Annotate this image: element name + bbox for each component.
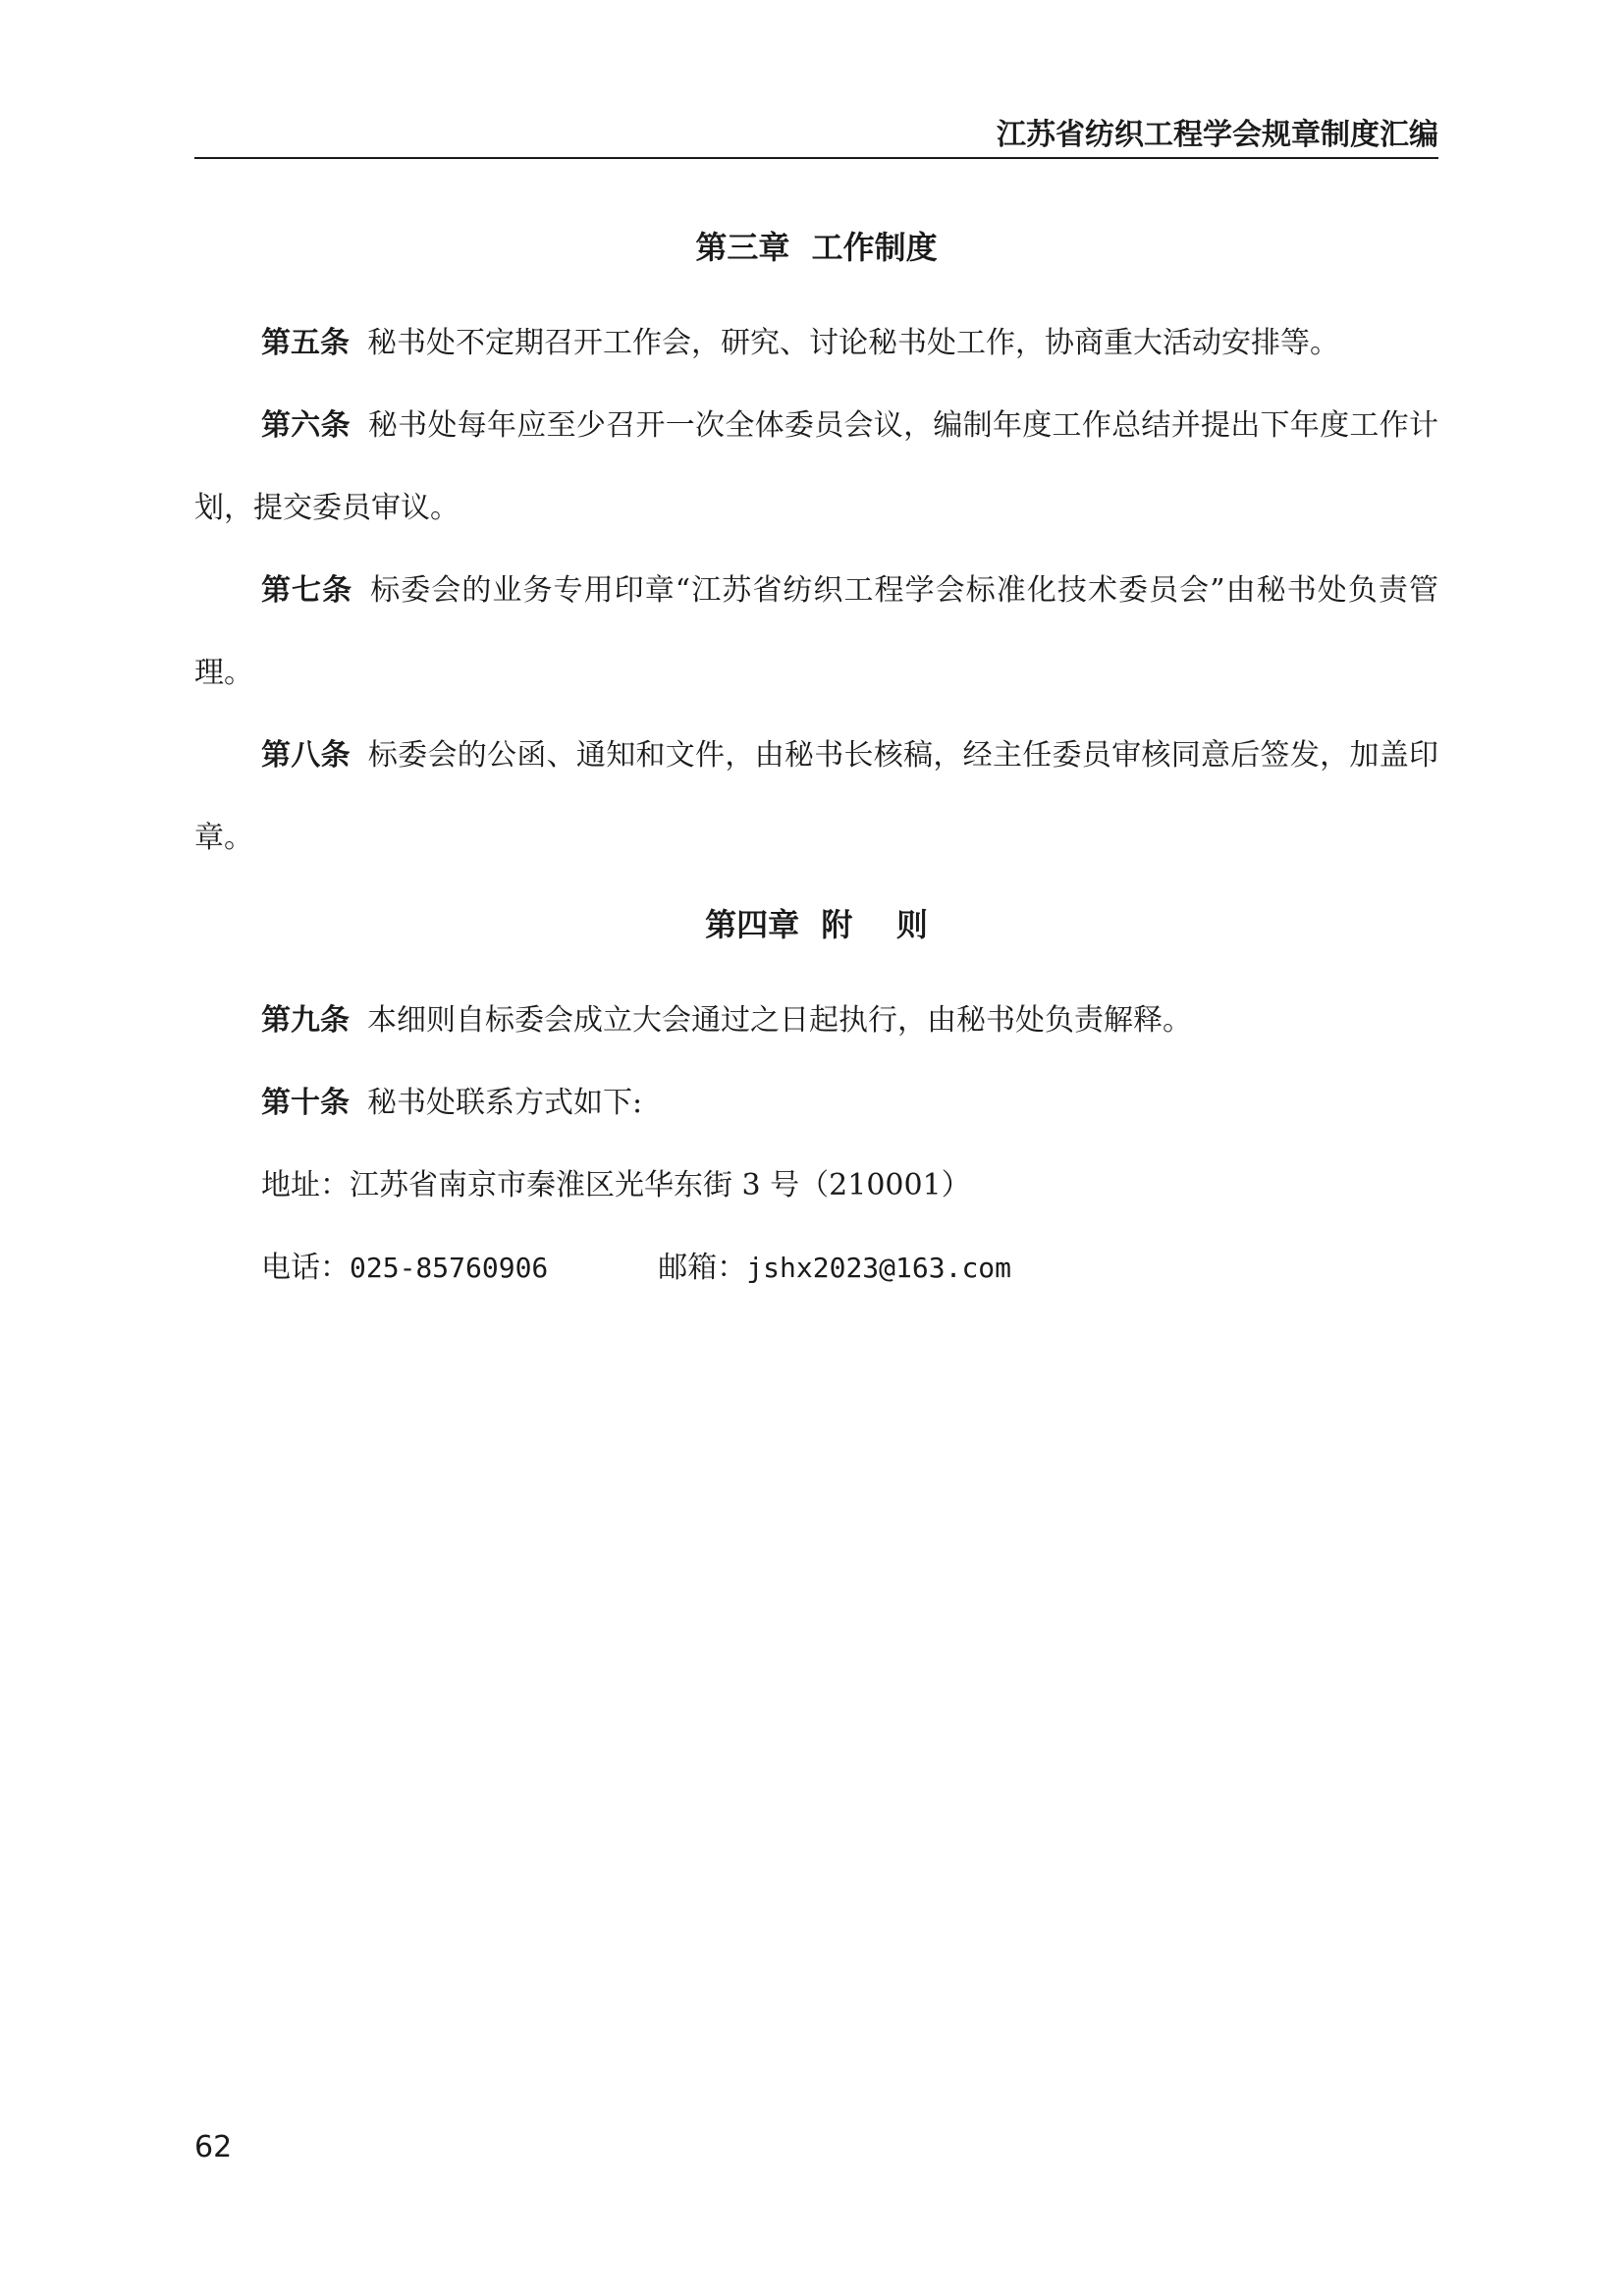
phone-label: 电话： xyxy=(261,1251,350,1285)
article-9 xyxy=(194,980,1438,1062)
email-label: 邮箱： xyxy=(658,1251,747,1285)
page-number: 62 xyxy=(194,2130,233,2164)
article-number: 第七条 xyxy=(261,573,353,608)
article-number: 第九条 xyxy=(261,1003,350,1038)
article-text: 秘书处不定期召开工作会，研究、讨论秘书处工作，协商重大活动安排等。 xyxy=(367,326,1339,360)
article-number: 第十条 xyxy=(261,1086,350,1120)
article-text: 秘书处联系方式如下: xyxy=(367,1086,643,1120)
article-text: 标委会的业务专用印章“江苏省纺织工程学会标准化技术委员会”由秘书处负责管理。 xyxy=(194,573,1438,690)
article-7 xyxy=(194,550,1438,715)
article-10 xyxy=(194,1062,1438,1145)
article-6 xyxy=(194,385,1438,550)
document-body xyxy=(194,216,1438,1309)
email-value: jshx2023@163.com xyxy=(746,1252,1012,1284)
contact-address xyxy=(194,1145,1438,1227)
phone-value: 025-85760906 xyxy=(350,1252,549,1284)
address-label: 地址： xyxy=(261,1168,350,1202)
running-header: 江苏省纺织工程学会规章制度汇编 xyxy=(997,118,1438,152)
article-text: 标委会的公函、通知和文件，由秘书长核稿，经主任委员审核同意后签发，加盖印章。 xyxy=(194,738,1439,855)
address-value: 江苏省南京市秦淮区光华东街 3 号（210001） xyxy=(350,1168,971,1202)
chapter-title: 第四章 附 则 xyxy=(705,906,928,943)
article-number: 第八条 xyxy=(261,738,351,773)
article-number: 第五条 xyxy=(261,326,350,360)
article-number: 第六条 xyxy=(261,408,351,443)
article-text: 本细则自标委会成立大会通过之日起执行，由秘书处负责解释。 xyxy=(367,1003,1192,1038)
contact-phone-email xyxy=(194,1227,1438,1309)
chapter-title: 第三章 工作制度 xyxy=(695,229,938,266)
article-5 xyxy=(194,302,1438,385)
article-8 xyxy=(194,715,1438,880)
header-rule xyxy=(194,157,1438,159)
article-text: 秘书处每年应至少召开一次全体委员会议，编制年度工作总结并提出下年度工作计划，提交委员审议。 xyxy=(194,408,1439,525)
